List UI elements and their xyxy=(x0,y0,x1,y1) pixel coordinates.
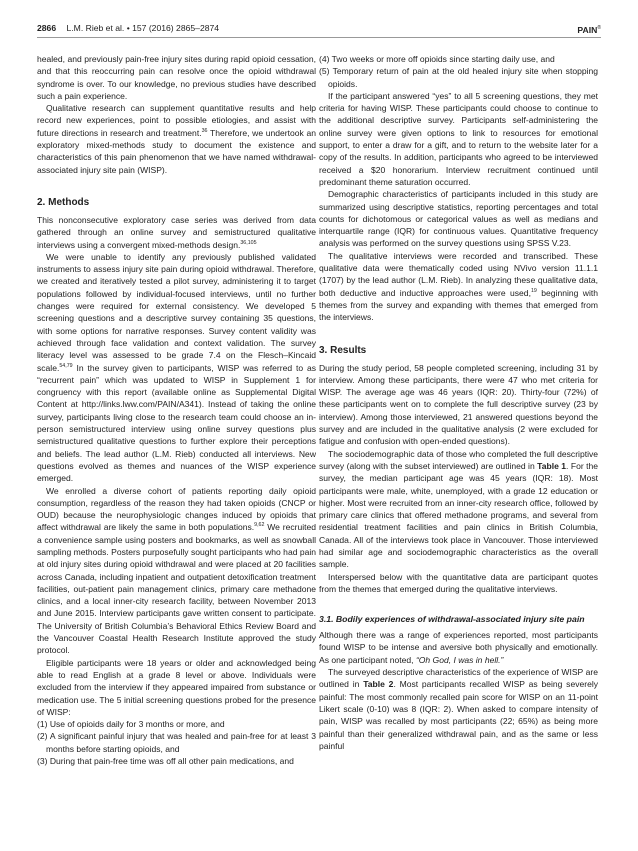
bodily-paragraph-2 xyxy=(319,666,598,752)
bodily-text-2-cont: . Most participants recalled WISP as being severely painful: The most commonly recalled pain score for WISP on an 11-point Likert scale (0-10) was 8 (IQR: 2). When asked to compare intensity of pain, WISP was recalled by most participants (22; 65%) as being more painful than their generalized withdrawal pain, and as the same or less painful xyxy=(319,679,598,751)
screening-item-4: (4) Two weeks or more off opioids since starting daily use, and xyxy=(319,54,555,64)
header-rule xyxy=(37,37,601,38)
citation-ref: 36 xyxy=(201,127,208,134)
results-heading: 3. Results xyxy=(319,344,367,356)
table-1-link[interactable]: Table 1 xyxy=(537,460,567,471)
methods-paragraph-1 xyxy=(37,214,316,251)
results-text-2-cont: . For the survey, the median participant age was 45 years (IQR: 18). Most participants were male, white, unemployed, with a grade 12 education or higher. Most were recruited from an inner-city research office, followed by primary care clinics that offered methadone programs, and several from residential treatment facilities and pain clinics in British Columbia, Canada. All of the interviews took place in Vancouver. Those interviewed had similar age and sociodemographic characteristics as the overall sample. xyxy=(319,460,598,570)
criteria-paragraph: If the participant answered “yes” to all 5 screening questions, they met criteria for having WISP. These participants could choose to continue to the additional descriptive survey. Participants self-administering the online survey were given options to link to resources for emotional support, to enter a draw for a gift, and to return to the website later for a copy of the results. In addition, participants who agreed to be interviewed received a $20 honorarium. Interview recruitment continued until predominant theme saturation occurred. xyxy=(319,90,598,187)
running-header xyxy=(37,22,601,34)
screening-item-3: (3) During that pain-free time was off all other pain medications, and xyxy=(37,756,294,767)
bodily-paragraph-1 xyxy=(319,629,598,666)
screening-item-2: (2) A significant painful injury that was healed and pain-free for at least 3 months before starting opioids, and xyxy=(37,731,316,754)
methods-heading: 2. Methods xyxy=(37,196,90,208)
coding-text-cont: beginning with themes from the survey and expanding with themes that emerged from the interviews. xyxy=(319,287,598,323)
methods-text-1: This nonconsecutive exploratory case series was derived from data gathered through an online survey and semistructured qualitative interviews using a convergent mixed-methods design. xyxy=(37,214,316,250)
citation-ref: 36,105 xyxy=(240,239,257,246)
screening-item-1: (1) Use of opioids daily for 3 months or more, and xyxy=(37,719,225,730)
citation-ref: 54,79 xyxy=(59,362,73,369)
coding-paragraph xyxy=(319,250,598,324)
statistics-paragraph: Demographic characteristics of participants included in this study are summarized using descriptive statistics, reporting percentages and total counts for dichotomous or categorical values as well as medians and interquartile range (IQR) for continuous values. Quantitative frequency analysis was performed on the survey questions using SPSS V.23. xyxy=(319,189,598,249)
left-column xyxy=(37,53,316,767)
screening-item-5: (5) Temporary return of pain at the old healed injury site when stopping opioids. xyxy=(319,66,598,89)
citation-ref: 19 xyxy=(530,287,537,294)
citation: L.M. Rieb et al. • 157 (2016) 2865–2874 xyxy=(66,23,220,33)
results-text-2: The sociodemographic data of those who completed the full descriptive survey (along with the subset interviewed) are outlined in xyxy=(319,448,598,471)
methods-text-3-cont: We recruited a convenience sample using posters and bookmarks, as well as snowball sampling methods. Posters purposefully sought participants who had pain at old injury sites during opioid withdrawal and were placed at 20 facilities across Canada, including inpatient and outpatient detoxification treatment facilities, out-patient pain management clinics, primary care methadone clinics, and a local inner-city research facility, between November 2013 and June 2015. Interview participants gave written consent to participate. The University of British Columbia’s Behavioral Ethics Review Board and the Vancouver Coastal Health Research Institute approved the study protocol. xyxy=(37,522,316,656)
methods-text-3: We enrolled a diverse cohort of patients reporting daily opioid consumption, regardless of the reason they had taken opioids (CNCP or OUD) because the neurophysiologic changes induced by opioids that affect withdrawal are likely the same in both populations. xyxy=(37,485,316,533)
journal-name xyxy=(577,22,601,36)
results-paragraph-2 xyxy=(319,448,598,571)
coding-text: The qualitative interviews were recorded and transcribed. These qualitative data were thematically coded using NVivo version 11.1.1 (1707) by the lead author (L.M. Rieb). In analyzing these qualitative data, both deductive and inductive approaches were used, xyxy=(319,250,598,298)
methods-paragraph-2 xyxy=(37,251,316,485)
intro-paragraph-end: healed, and previously pain-free injury sites during rapid opioid cessation, and that this reoccurring pain can resolve once the opioid withdrawal syndrome is over. To our knowledge, no previous studies have described such a pain experience. xyxy=(37,54,316,101)
methods-text-2: We were unable to identify any previously published validated instruments to assess injury site pain during opioid withdrawal. Therefore, we created and iteratively tested a pilot survey, administering it to target populations followed by individual-focused interviews, until no further changes were required for external consistency. We developed 5 screening questions and a descriptive survey containing 35 questions, with some options for narrative responses. Survey content validity was achieved through face validation and context validation. The survey literacy level was assessed to be grade 7.4 on the Flesch–Kincaid scale. xyxy=(37,251,316,373)
right-column xyxy=(319,53,598,752)
participant-quote: “Oh God, I was in hell.” xyxy=(415,654,504,665)
methods-text-2-cont: In the survey given to participants, WISP was referred to as “recurrent pain” which was updated to WISP in Supplement 1 for congruency with this report (available online as Supplemental Digital Content at http://links.lww.com/PAIN/A341). Instead of taking the online survey, participants living close to the research team could choose an in-person semistructured interview using online survey questions plus semistructured qualitative questions to further explore their perceptions and beliefs. The lead author (L.M. Rieb) conducted all interviews. New questions evolved as themes and nuances of the WISP experience emerged. xyxy=(37,362,316,484)
results-paragraph-1: During the study period, 58 people completed screening, including 31 by interview. Among these participants, there were 47 who met criteria for WISP. The average age was 46 years (IQR: 20). Thirty-four (72%) of these participants went on to complete the full descriptive survey (23 by interview). Among those interviewed, 21 answered questions beyond the survey and are included in the qualitative analysis (2 were excluded for fatigue and confusion with open-ended questions). xyxy=(319,362,598,447)
journal-title: PAIN xyxy=(577,24,598,35)
page-number: 2866 xyxy=(37,23,57,33)
qualitative-text-cont: Therefore, we undertook an exploratory mixed-methods study to document the existence and characteristics of this pain phenomenon that we have named withdrawal-associated injury site pain (WISP). xyxy=(37,127,316,175)
registered-mark: ® xyxy=(597,25,601,31)
table-2-link[interactable]: Table 2 xyxy=(363,679,394,690)
methods-paragraph-4: Eligible participants were 18 years or older and acknowledged being able to read English at a grade 8 level or above. Individuals were excluded from the interview if they appeared impaired from substance or medication use. The 5 initial screening questions probed for the presence of WISP: xyxy=(37,657,316,717)
bodily-text-2: The surveyed descriptive characteristics of the experience of WISP are outlined in xyxy=(319,667,598,690)
results-paragraph-3: Interspersed below with the quantitative data are participant quotes from the themes that emerged during the qualitative interviews. xyxy=(319,571,598,594)
qualitative-text: Qualitative research can supplement quantitative results and help record new experiences, point to possible etiologies, and assist with future directions in research and treatment. xyxy=(37,103,316,138)
methods-paragraph-3 xyxy=(37,485,316,657)
citation-ref: 9,62 xyxy=(254,522,265,529)
subsection-heading: 3.1. Bodily experiences of withdrawal-associated injury site pain xyxy=(319,614,585,625)
qualitative-paragraph xyxy=(37,102,316,176)
bodily-text-1: Although there was a range of experiences reported, most participants found WISP to be intense and aversive both physically and emotionally. As one participant noted, xyxy=(319,630,598,665)
